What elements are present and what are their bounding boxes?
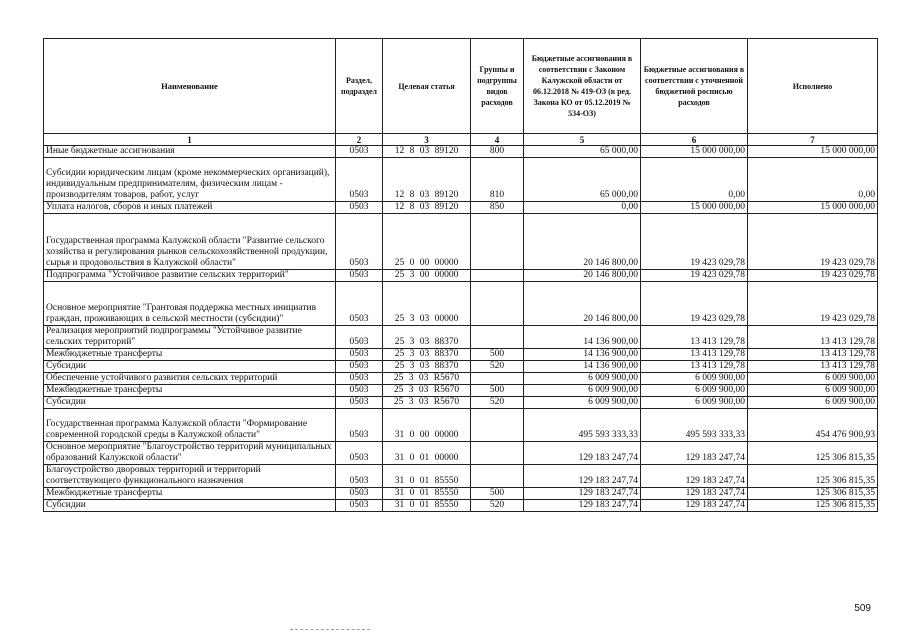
column-number: 1 [44, 134, 336, 146]
table-row [44, 349, 878, 361]
row-budget-refined-value: 6 009 900,00 [641, 397, 748, 409]
row-name: Субсидии [44, 500, 336, 512]
row-expense-group: 500 [471, 488, 524, 500]
row-expense-group: 520 [471, 500, 524, 512]
row-target-article: 25 3 03 88370 [383, 361, 471, 373]
row-budget-refined-value: 6 009 900,00 [641, 385, 748, 397]
header-executed: Исполнено [748, 39, 878, 134]
row-budget-refined-value: 129 183 247,74 [641, 465, 748, 488]
row-expense-group [471, 465, 524, 488]
row-expense-group: 800 [471, 146, 524, 158]
row-expense-group [471, 270, 524, 282]
row-budget-law-value: 14 136 900,00 [524, 326, 641, 349]
row-expense-group: 520 [471, 397, 524, 409]
row-budget-law-value: 14 136 900,00 [524, 361, 641, 373]
table-row [44, 361, 878, 373]
column-number: 3 [383, 134, 471, 146]
row-target-article: 25 3 00 00000 [383, 270, 471, 282]
row-section: 0503 [336, 326, 383, 349]
row-budget-law-value: 129 183 247,74 [524, 442, 641, 465]
column-number: 4 [471, 134, 524, 146]
row-executed-value: 19 423 029,78 [748, 214, 878, 270]
row-target-article: 31 0 01 00000 [383, 442, 471, 465]
table-row [44, 146, 878, 158]
row-section: 0503 [336, 409, 383, 442]
row-target-article: 31 0 00 00000 [383, 409, 471, 442]
table-row [44, 385, 878, 397]
row-name: Реализация мероприятий подпрограммы "Устойчивое развитие сельских территорий" [44, 326, 336, 349]
row-budget-refined-value: 0,00 [641, 158, 748, 202]
row-name: Подпрограмма "Устойчивое развитие сельских территорий" [44, 270, 336, 282]
header-budget-law: Бюджетные ассигнования в соответствии с Законом Калужской области от 06.12.2018 № 419-ОЗ (в ред. Закона КО от 05.12.2019 № 534-ОЗ) [524, 39, 641, 134]
column-number: 6 [641, 134, 748, 146]
table-row [44, 270, 878, 282]
row-expense-group [471, 442, 524, 465]
row-budget-law-value: 6 009 900,00 [524, 373, 641, 385]
row-budget-law-value: 20 146 800,00 [524, 214, 641, 270]
row-target-article: 25 3 03 R5670 [383, 373, 471, 385]
row-executed-value: 13 413 129,78 [748, 349, 878, 361]
table-row [44, 488, 878, 500]
row-budget-law-value: 6 009 900,00 [524, 385, 641, 397]
row-name: Субсидии юридическим лицам (кроме некоммерческих организаций), индивидуальным предпринимателям, физическим лицам - производителям товаров, работ, услуг [44, 158, 336, 202]
row-name: Обеспечение устойчивого развития сельских территорий [44, 373, 336, 385]
row-section: 0503 [336, 442, 383, 465]
row-executed-value: 13 413 129,78 [748, 326, 878, 349]
row-section: 0503 [336, 397, 383, 409]
header-target: Целевая статья [383, 39, 471, 134]
row-target-article: 25 3 03 R5670 [383, 385, 471, 397]
row-name: Межбюджетные трансферты [44, 349, 336, 361]
column-number: 2 [336, 134, 383, 146]
table-row [44, 282, 878, 326]
row-target-article: 12 8 03 89120 [383, 202, 471, 214]
table-row [44, 409, 878, 442]
row-section: 0503 [336, 361, 383, 373]
row-executed-value: 125 306 815,35 [748, 488, 878, 500]
row-target-article: 12 8 03 89120 [383, 158, 471, 202]
row-budget-law-value: 129 183 247,74 [524, 500, 641, 512]
row-name: Уплата налогов, сборов и иных платежей [44, 202, 336, 214]
row-name: Межбюджетные трансферты [44, 385, 336, 397]
header-name: Наименование [44, 39, 336, 134]
row-expense-group [471, 326, 524, 349]
row-executed-value: 19 423 029,78 [748, 270, 878, 282]
row-name: Основное мероприятие "Благоустройство территорий муниципальных образований Калужской области" [44, 442, 336, 465]
row-expense-group: 520 [471, 361, 524, 373]
row-budget-law-value: 0,00 [524, 202, 641, 214]
row-section: 0503 [336, 214, 383, 270]
row-section: 0503 [336, 488, 383, 500]
row-budget-law-value: 6 009 900,00 [524, 397, 641, 409]
header-group: Группы и подгруппы видов расходов [471, 39, 524, 134]
row-budget-law-value: 65 000,00 [524, 146, 641, 158]
row-target-article: 31 0 01 85550 [383, 465, 471, 488]
table-row [44, 214, 878, 270]
row-name: Основное мероприятие "Грантовая поддержка местных инициатив граждан, проживающих в сельской местности (субсидии)" [44, 282, 336, 326]
row-executed-value: 125 306 815,35 [748, 465, 878, 488]
row-section: 0503 [336, 349, 383, 361]
table-row [44, 326, 878, 349]
row-expense-group: 850 [471, 202, 524, 214]
row-section: 0503 [336, 270, 383, 282]
row-budget-refined-value: 15 000 000,00 [641, 202, 748, 214]
table-row [44, 500, 878, 512]
row-expense-group: 500 [471, 349, 524, 361]
row-executed-value: 6 009 900,00 [748, 373, 878, 385]
scan-mark [290, 629, 370, 631]
row-executed-value: 15 000 000,00 [748, 146, 878, 158]
row-executed-value: 125 306 815,35 [748, 442, 878, 465]
table-row [44, 465, 878, 488]
row-section: 0503 [336, 465, 383, 488]
row-name: Государственная программа Калужской области "Развитие сельского хозяйства и регулирования рынков сельскохозяйственной продукции, сырья и продовольствия в Калужской области" [44, 214, 336, 270]
row-budget-refined-value: 19 423 029,78 [641, 214, 748, 270]
row-section: 0503 [336, 500, 383, 512]
row-budget-refined-value: 495 593 333,33 [641, 409, 748, 442]
row-executed-value: 0,00 [748, 158, 878, 202]
row-name: Субсидии [44, 361, 336, 373]
row-budget-refined-value: 6 009 900,00 [641, 373, 748, 385]
column-number-row [44, 134, 878, 146]
table-row [44, 397, 878, 409]
budget-table [43, 38, 878, 512]
column-number: 7 [748, 134, 878, 146]
table-row [44, 373, 878, 385]
row-budget-refined-value: 129 183 247,74 [641, 500, 748, 512]
row-target-article: 31 0 01 85550 [383, 500, 471, 512]
page-number: 509 [854, 603, 871, 614]
row-section: 0503 [336, 282, 383, 326]
column-number: 5 [524, 134, 641, 146]
row-executed-value: 6 009 900,00 [748, 397, 878, 409]
row-executed-value: 19 423 029,78 [748, 282, 878, 326]
header-budget-refined: Бюджетные ассигнования в соответствии с уточненной бюджетной росписью расходов [641, 39, 748, 134]
header-section: Раздел, подраздел [336, 39, 383, 134]
row-name: Благоустройство дворовых территорий и территорий соответствующего функционального назначения [44, 465, 336, 488]
row-budget-refined-value: 13 413 129,78 [641, 361, 748, 373]
row-expense-group [471, 282, 524, 326]
row-section: 0503 [336, 385, 383, 397]
row-executed-value: 125 306 815,35 [748, 500, 878, 512]
row-target-article: 25 3 03 R5670 [383, 397, 471, 409]
row-executed-value: 15 000 000,00 [748, 202, 878, 214]
row-target-article: 25 0 00 00000 [383, 214, 471, 270]
row-budget-law-value: 14 136 900,00 [524, 349, 641, 361]
table-row [44, 158, 878, 202]
table-row [44, 442, 878, 465]
row-budget-law-value: 20 146 800,00 [524, 282, 641, 326]
row-section: 0503 [336, 373, 383, 385]
row-target-article: 12 8 03 89120 [383, 146, 471, 158]
row-expense-group: 810 [471, 158, 524, 202]
row-expense-group: 500 [471, 385, 524, 397]
row-expense-group [471, 214, 524, 270]
row-section: 0503 [336, 202, 383, 214]
row-budget-refined-value: 13 413 129,78 [641, 326, 748, 349]
row-expense-group [471, 373, 524, 385]
row-target-article: 25 3 03 88370 [383, 326, 471, 349]
table-row [44, 202, 878, 214]
row-expense-group [471, 409, 524, 442]
row-name: Иные бюджетные ассигнования [44, 146, 336, 158]
row-name: Субсидии [44, 397, 336, 409]
row-budget-refined-value: 13 413 129,78 [641, 349, 748, 361]
row-section: 0503 [336, 158, 383, 202]
row-target-article: 25 3 03 00000 [383, 282, 471, 326]
header-row [44, 39, 878, 134]
row-target-article: 31 0 01 85550 [383, 488, 471, 500]
row-budget-refined-value: 19 423 029,78 [641, 270, 748, 282]
row-section: 0503 [336, 146, 383, 158]
row-budget-law-value: 129 183 247,74 [524, 488, 641, 500]
row-name: Государственная программа Калужской области "Формирование современной городской среды в Калужской области" [44, 409, 336, 442]
row-budget-law-value: 129 183 247,74 [524, 465, 641, 488]
row-target-article: 25 3 03 88370 [383, 349, 471, 361]
row-budget-refined-value: 15 000 000,00 [641, 146, 748, 158]
row-executed-value: 6 009 900,00 [748, 385, 878, 397]
row-budget-refined-value: 129 183 247,74 [641, 488, 748, 500]
row-budget-law-value: 20 146 800,00 [524, 270, 641, 282]
row-executed-value: 454 476 900,93 [748, 409, 878, 442]
row-budget-law-value: 65 000,00 [524, 158, 641, 202]
row-budget-refined-value: 19 423 029,78 [641, 282, 748, 326]
row-name: Межбюджетные трансферты [44, 488, 336, 500]
row-budget-refined-value: 129 183 247,74 [641, 442, 748, 465]
table-body [44, 146, 878, 512]
row-budget-law-value: 495 593 333,33 [524, 409, 641, 442]
row-executed-value: 13 413 129,78 [748, 361, 878, 373]
